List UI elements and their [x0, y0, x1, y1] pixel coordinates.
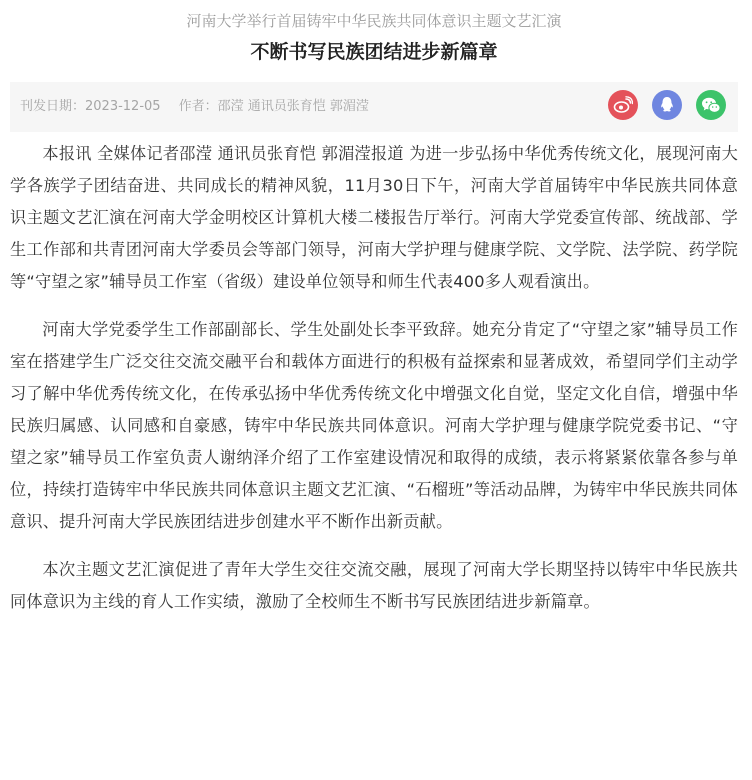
article-body	[10, 132, 738, 618]
article-paragraph: 本次主题文艺汇演促进了青年大学生交往交流交融，展现了河南大学长期坚持以铸牢中华民族共同体意识为主线的育人工作实绩，激励了全校师生不断书写民族团结进步新篇章。	[10, 560, 738, 611]
weibo-icon	[613, 96, 633, 114]
qq-icon	[659, 96, 675, 114]
wechat-icon	[701, 96, 721, 114]
author-info: 作者：邵滢 通讯员张育恺 郭湄滢	[178, 99, 369, 114]
share-weibo-button[interactable]	[608, 90, 638, 120]
share-buttons	[608, 90, 726, 120]
article-title: 不断书写民族团结进步新篇章	[250, 41, 498, 63]
article-meta-bar	[10, 82, 738, 132]
article-subtitle: 河南大学举行首届铸牢中华民族共同体意识主题文艺汇演	[186, 12, 562, 30]
article-paragraph: 本报讯 全媒体记者邵滢 通讯员张育恺 郭湄滢报道 为进一步弘扬中华优秀传统文化，展现河南大学各族学子团结奋进、共同成长的精神风貌，11月30日下午，河南大学首届铸牢中华民族共同体意识主题文艺汇演在河南大学金明校区计算机大楼二楼报告厅举行。河南大学党委宣传部、统战部、学生工作部和共青团河南大学委员会等部门领导，河南大学护理与健康学院、文学院、法学院、药学院等“守望之家”辅导员工作室（省级）建设单位领导和师生代表400多人观看演出。	[10, 144, 738, 291]
publish-date: 刊发日期：2023-12-05	[20, 99, 161, 114]
share-qq-button[interactable]	[652, 90, 682, 120]
article-paragraph: 河南大学党委学生工作部副部长、学生处副处长李平致辞。她充分肯定了“守望之家”辅导员工作室在搭建学生广泛交往交流交融平台和载体方面进行的积极有益探索和显著成效，希望同学们主动学习了解中华优秀传统文化，在传承弘扬中华优秀传统文化中增强文化自觉，坚定文化自信，增强中华民族归属感、认同感和自豪感，铸牢中华民族共同体意识。河南大学护理与健康学院党委书记、“守望之家”辅导员工作室负责人谢纳泽介绍了工作室建设情况和取得的成绩，表示将紧紧依靠各参与单位，持续打造铸牢中华民族共同体意识主题文艺汇演、“石榴班”等活动品牌，为铸牢中华民族共同体意识、提升河南大学民族团结进步创建水平不断作出新贡献。	[10, 320, 738, 531]
share-wechat-button[interactable]	[696, 90, 726, 120]
